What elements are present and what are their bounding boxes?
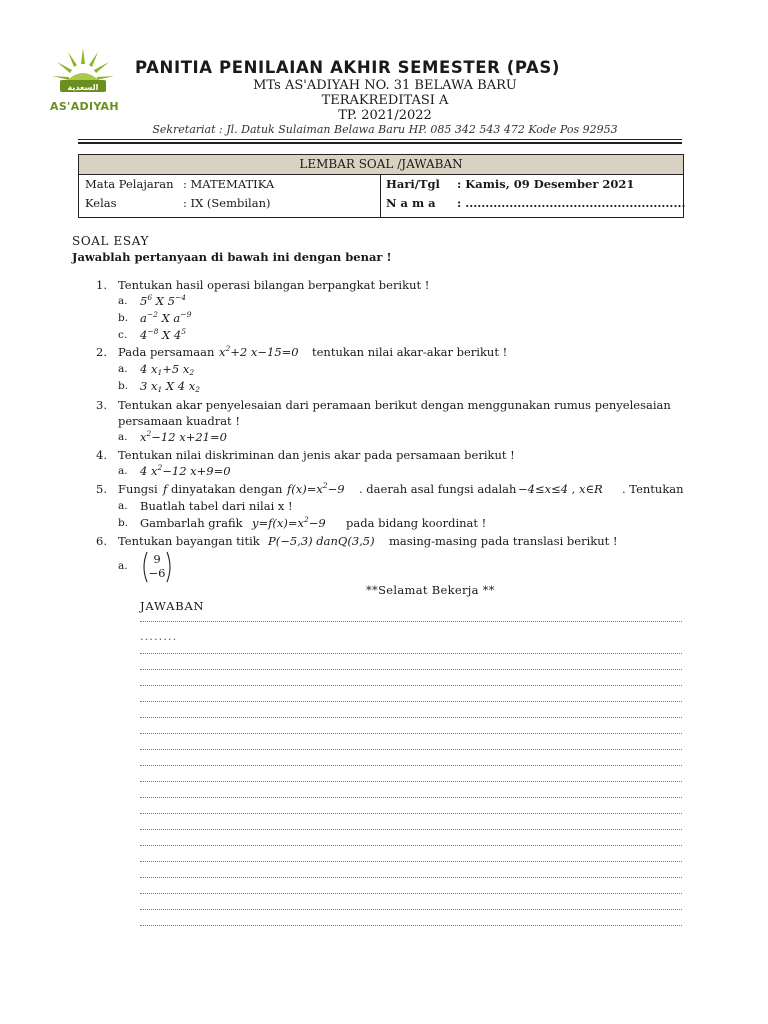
answer-short-line: ........ xyxy=(140,629,178,643)
q3-line2: persamaan kuadrat ! xyxy=(118,414,240,428)
answer-line xyxy=(140,893,682,894)
q2-b-expr: 3 $x_1$ X 4 $x_2$ xyxy=(140,379,200,394)
secretariat-address: Sekretariat : Jl. Datuk Sulaiman Belawa Baru HP. 085 342 543 472 Kode Pos 92953 xyxy=(152,123,618,136)
q4-text: Tentukan nilai diskriminan dan jenis akar pada persamaan berikut ! xyxy=(118,448,515,462)
q5-text-b: dinyatakan dengan xyxy=(171,482,283,496)
answer-line xyxy=(140,861,682,862)
q5-text-c: . daerah asal fungsi adalah xyxy=(359,482,517,496)
q5-domain: −4≤x≤4 , x∈R xyxy=(518,482,603,496)
answer-line xyxy=(140,733,682,734)
q2-text-after: tentukan nilai akar-akar berikut ! xyxy=(312,345,508,359)
answer-line xyxy=(140,701,682,702)
answer-line xyxy=(140,749,682,750)
q4-a-letter: a. xyxy=(118,465,128,477)
q5-text-a: Fungsi xyxy=(118,482,158,496)
q3-number: 3. xyxy=(96,398,107,412)
answer-line xyxy=(140,829,682,830)
q6-text-a: Tentukan bayangan titik xyxy=(118,534,260,548)
q2-number: 2. xyxy=(96,345,107,359)
q6-text-b: masing-masing pada translasi berikut ! xyxy=(389,534,618,548)
answer-line xyxy=(140,717,682,718)
sun-emblem-icon xyxy=(50,46,116,102)
answer-line xyxy=(140,877,682,878)
q5-f: f xyxy=(163,482,168,496)
q2-a-letter: a. xyxy=(118,363,128,375)
class-value: : IX (Sembilan) xyxy=(183,196,271,210)
answer-line xyxy=(140,925,682,926)
q1-b-letter: b. xyxy=(118,312,129,324)
q3-line1: Tentukan akar penyelesaian dari peramaan berikut dengan menggunakan rumus penyelesaian xyxy=(118,398,671,412)
q2-text-before: Pada persamaan xyxy=(118,345,215,359)
section-title: SOAL ESAY xyxy=(72,234,149,248)
sheet-info-box xyxy=(78,154,684,218)
svg-text:ﺍﻟﺴﻌﺪﻳﺔ: ﺍﻟﺴﻌﺪﻳﺔ xyxy=(67,83,99,92)
day-value: : Kamis, 09 Desember 2021 xyxy=(457,177,635,191)
box-divider xyxy=(380,174,381,217)
logo-text: AS'ADIYAH xyxy=(50,100,119,113)
q5-b-text-after: pada bidang koordinat ! xyxy=(346,516,487,530)
header-rule-thick xyxy=(78,142,682,144)
q6-translation-vector xyxy=(140,551,174,583)
answer-line xyxy=(140,797,682,798)
q4-a-expr: 4 $x^2-12$ x+9=0 xyxy=(140,463,231,478)
academic-year: TP. 2021/2022 xyxy=(338,108,432,123)
q1-a-expr: $5^6$ X $5^{-4}$ xyxy=(140,293,186,308)
answer-line xyxy=(140,813,682,814)
q1-text: Tentukan hasil operasi bilangan berpangkat berikut ! xyxy=(118,278,430,292)
answer-label: JAWABAN xyxy=(140,599,205,613)
answer-line xyxy=(140,845,682,846)
q2-a-expr: 4 $x_1+5$ $x_2$ xyxy=(140,362,195,377)
q5-function: $f(x)=x^2-9$ xyxy=(287,481,345,496)
q1-c-letter: c. xyxy=(118,329,128,341)
header-rule-thin xyxy=(78,139,682,140)
class-label: Kelas xyxy=(85,196,117,210)
q5-b-letter: b. xyxy=(118,517,129,529)
q5-text-d: . Tentukan xyxy=(622,482,684,496)
q3-a-letter: a. xyxy=(118,431,128,443)
name-label: N a m a xyxy=(386,196,436,210)
answer-line xyxy=(140,909,682,910)
q5-b-text-before: Gambarlah grafik xyxy=(140,516,243,530)
q2-equation: $x^2+2$ x−15=0 xyxy=(219,344,299,359)
day-label: Hari/Tgl xyxy=(386,177,440,191)
q5-b-function: $y=f(x)=x^2-9$ xyxy=(252,515,326,530)
q6-number: 6. xyxy=(96,534,107,548)
answer-line xyxy=(140,621,682,622)
subject-label: Mata Pelajaran xyxy=(85,177,174,191)
q1-number: 1. xyxy=(96,278,107,292)
q6-points: P(−5,3) danQ(3,5) xyxy=(268,534,375,548)
answer-line xyxy=(140,669,682,670)
vector-bottom: −6 xyxy=(148,566,166,580)
q6-a-letter: a. xyxy=(118,560,128,572)
school-logo xyxy=(50,46,119,118)
vector-top: 9 xyxy=(153,552,161,566)
q5-a-letter: a. xyxy=(118,500,128,512)
answer-line xyxy=(140,685,682,686)
q1-a-letter: a. xyxy=(118,295,128,307)
q3-a-expr: $x^2-12$ x+21=0 xyxy=(140,429,227,444)
q2-b-letter: b. xyxy=(118,380,129,392)
header-title: PANITIA PENILAIAN AKHIR SEMESTER (PAS) xyxy=(135,58,561,77)
answer-line xyxy=(140,781,682,782)
closing-text: **Selamat Bekerja ** xyxy=(366,583,495,597)
school-name: MTs AS'ADIYAH NO. 31 BELAWA BARU xyxy=(253,78,517,93)
answer-line xyxy=(140,765,682,766)
q1-c-expr: $4^{-8}$ X $4^5$ xyxy=(140,327,186,342)
subject-value: : MATEMATIKA xyxy=(183,177,275,191)
q4-number: 4. xyxy=(96,448,107,462)
accreditation: TERAKREDITASI A xyxy=(321,93,449,108)
answer-line xyxy=(140,653,682,654)
section-instruction: Jawablah pertanyaan di bawah ini dengan benar ! xyxy=(72,250,392,264)
q1-b-expr: $a^{-2}$ X $a^{-9}$ xyxy=(140,310,192,325)
q5-number: 5. xyxy=(96,482,107,496)
name-value: : ....................................................... xyxy=(457,196,686,210)
sheet-heading: LEMBAR SOAL /JAWABAN xyxy=(79,155,683,175)
q5-a-text: Buatlah tabel dari nilai x ! xyxy=(140,499,293,513)
